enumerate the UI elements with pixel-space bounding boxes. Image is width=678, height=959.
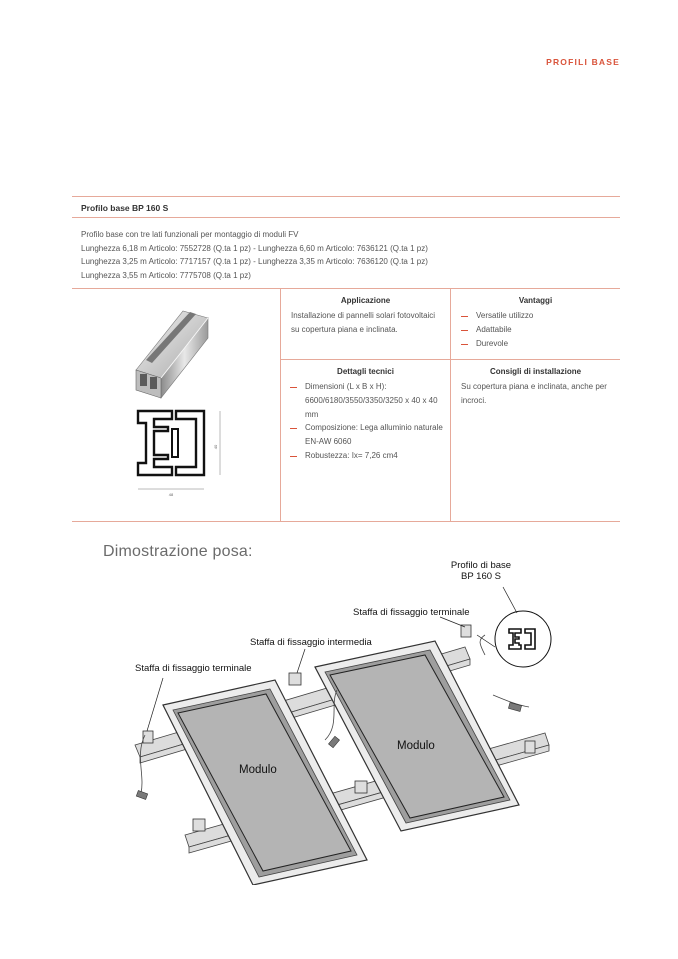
description-line: Lunghezza 6,18 m Articolo: 7552728 (Q.ta 1 pz) - Lunghezza 6,60 m Articolo: 7636121 (Q.ta 1 pz) bbox=[81, 243, 428, 253]
dash-bullet-icon bbox=[461, 344, 468, 345]
module-left-label: Modulo bbox=[239, 764, 277, 776]
label-profile-base: Profilo di base BP 160 S bbox=[450, 560, 512, 582]
description-line: Lunghezza 3,55 m Articolo: 7775708 (Q.ta 1 pz) bbox=[81, 270, 251, 280]
description-line: Lunghezza 3,25 m Articolo: 7717157 (Q.ta 1 pz) - Lunghezza 3,35 m Articolo: 7636120 (Q.ta 1 pz) bbox=[81, 257, 428, 266]
section-title: PROFILI BASE bbox=[546, 57, 620, 67]
list-item: Versatile utilizzo bbox=[461, 309, 611, 323]
module-right-label: Modulo bbox=[397, 740, 435, 752]
description-rule bbox=[72, 288, 620, 289]
dettagli-list bbox=[290, 380, 446, 463]
dimension-width: 48 bbox=[168, 492, 174, 497]
applicazione-heading: Applicazione bbox=[340, 296, 391, 305]
applicazione-text: Installazione di pannelli solari fotovoltaici su copertura piana e inclinata. bbox=[291, 311, 436, 334]
label-terminal-bracket-top: Staffa di fissaggio terminale bbox=[353, 607, 470, 618]
vantaggi-list bbox=[461, 309, 611, 350]
list-item: Robustezza: Ix= 7,26 cm4 bbox=[290, 449, 446, 463]
dimension-height: 40 bbox=[213, 444, 218, 450]
dash-bullet-icon bbox=[461, 330, 468, 331]
dettagli-heading: Dettagli tecnici bbox=[337, 367, 394, 376]
label-terminal-bracket-left: Staffa di fissaggio terminale bbox=[135, 663, 252, 674]
product-title: Profilo base BP 160 S bbox=[81, 203, 169, 213]
title-rule bbox=[72, 217, 620, 218]
dash-bullet-icon bbox=[290, 456, 297, 457]
column-divider-right bbox=[450, 289, 451, 521]
dash-bullet-icon bbox=[461, 316, 468, 317]
description-line: Profilo base con tre lati funzionali per montaggio di moduli FV bbox=[81, 230, 299, 239]
table-bottom-rule bbox=[72, 521, 620, 522]
label-intermediate-bracket: Staffa di fissaggio intermedia bbox=[250, 637, 372, 648]
demo-title: Dimostrazione posa: bbox=[103, 543, 253, 560]
list-item: Adattabile bbox=[461, 323, 611, 337]
dash-bullet-icon bbox=[290, 428, 297, 429]
mid-rule bbox=[281, 359, 620, 360]
list-item: Durevole bbox=[461, 337, 611, 351]
list-item: Composizione: Lega alluminio naturale EN-AW 6060 bbox=[290, 421, 446, 449]
list-item: Dimensioni (L x B x H): 6600/6180/3550/3350/3250 x 40 x 40 mm bbox=[290, 380, 446, 421]
vantaggi-heading: Vantaggi bbox=[518, 296, 553, 305]
installation-diagram bbox=[125, 555, 565, 885]
dash-bullet-icon bbox=[290, 387, 297, 388]
product-description bbox=[81, 228, 611, 282]
cross-section-drawing bbox=[128, 403, 228, 499]
consigli-text: Su copertura piana e inclinata, anche per incroci. bbox=[461, 382, 607, 405]
consigli-heading: Consigli di installazione bbox=[489, 367, 582, 376]
column-divider-left bbox=[280, 289, 281, 521]
profile-3d-image bbox=[128, 308, 214, 400]
table-top-rule bbox=[72, 196, 620, 197]
